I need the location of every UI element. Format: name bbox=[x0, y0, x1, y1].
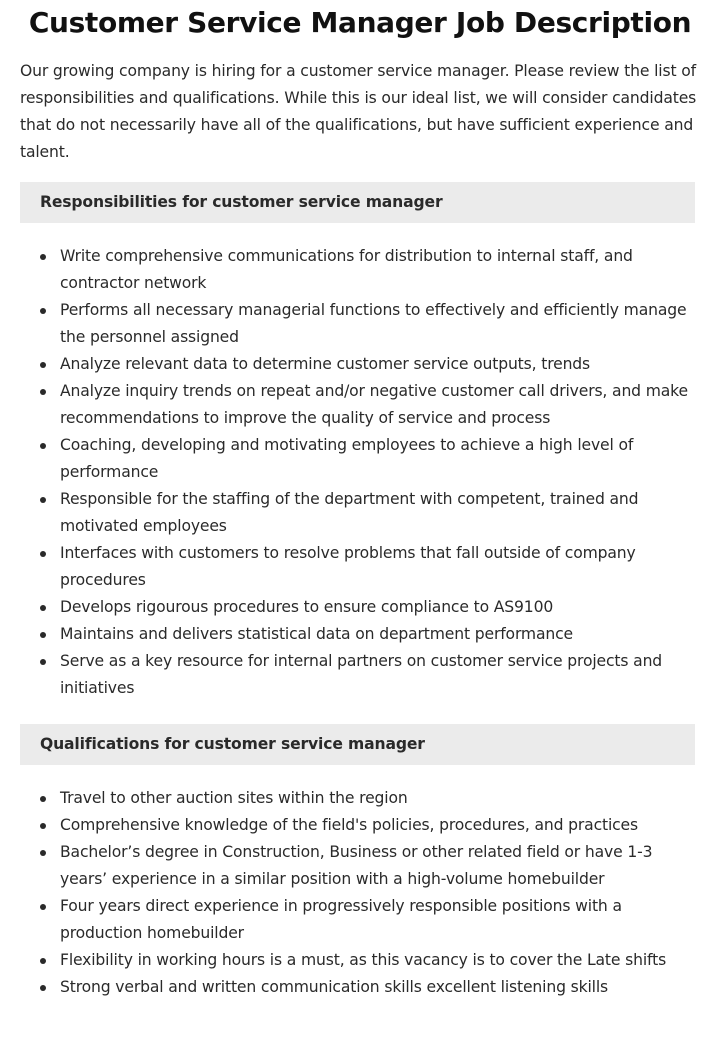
list-item-text: Performs all necessary managerial functions to effectively and efficiently manage the personnel assigned bbox=[60, 301, 687, 346]
list-item-text: Four years direct experience in progressively responsible positions with a production homebuilder bbox=[60, 897, 622, 942]
bullet-icon bbox=[40, 985, 46, 991]
list-item-text: Write comprehensive communications for distribution to internal staff, and contractor network bbox=[60, 247, 633, 292]
intro-paragraph: Our growing company is hiring for a customer service manager. Please review the list of responsibilities and qualifications. While this is our ideal list, we will consider candidates that do not necessarily have all of the qualifications, but have sufficient experience and talent. bbox=[20, 62, 697, 161]
list-item-text: Bachelor’s degree in Construction, Business or other related field or have 1-3 years’ experience in a similar position with a high-volume homebuilder bbox=[60, 843, 653, 888]
bullet-icon bbox=[40, 389, 46, 395]
list-item bbox=[60, 785, 698, 812]
list-item-text: Travel to other auction sites within the region bbox=[60, 789, 408, 807]
bullet-icon bbox=[40, 497, 46, 503]
list-item bbox=[60, 432, 698, 486]
bullet-icon bbox=[40, 254, 46, 260]
bullet-icon bbox=[40, 551, 46, 557]
list-item bbox=[60, 974, 698, 1001]
bullet-icon bbox=[40, 958, 46, 964]
list-item-text: Responsible for the staffing of the department with competent, trained and motivated employees bbox=[60, 490, 639, 535]
page-title: Customer Service Manager Job Description bbox=[28, 6, 692, 39]
list-item-text: Analyze inquiry trends on repeat and/or negative customer call drivers, and make recommendations to improve the quality of service and process bbox=[60, 382, 688, 427]
qualifications-list bbox=[0, 785, 720, 1001]
list-item-text: Comprehensive knowledge of the field's policies, procedures, and practices bbox=[60, 816, 638, 834]
list-item bbox=[60, 351, 698, 378]
qualifications-heading: Qualifications for customer service manager bbox=[20, 724, 695, 765]
responsibilities-heading: Responsibilities for customer service manager bbox=[20, 182, 695, 223]
list-item bbox=[60, 297, 698, 351]
bullet-icon bbox=[40, 443, 46, 449]
list-item bbox=[60, 621, 698, 648]
list-item bbox=[60, 839, 698, 893]
list-item bbox=[60, 648, 698, 702]
list-item bbox=[60, 893, 698, 947]
list-item-text: Coaching, developing and motivating employees to achieve a high level of performance bbox=[60, 436, 634, 481]
bullet-icon bbox=[40, 904, 46, 910]
list-item bbox=[60, 540, 698, 594]
bullet-icon bbox=[40, 632, 46, 638]
list-item-text: Strong verbal and written communication skills excellent listening skills bbox=[60, 978, 609, 996]
list-item-text: Flexibility in working hours is a must, as this vacancy is to cover the Late shifts bbox=[60, 951, 667, 969]
bullet-icon bbox=[40, 850, 46, 856]
list-item-text: Analyze relevant data to determine customer service outputs, trends bbox=[60, 355, 591, 373]
bullet-icon bbox=[40, 308, 46, 314]
bullet-icon bbox=[40, 362, 46, 368]
responsibilities-list bbox=[0, 243, 720, 702]
list-item-text: Maintains and delivers statistical data on department performance bbox=[60, 625, 573, 643]
list-item bbox=[60, 243, 698, 297]
list-item-text: Develops rigourous procedures to ensure compliance to AS9100 bbox=[60, 598, 554, 616]
bullet-icon bbox=[40, 796, 46, 802]
list-item bbox=[60, 486, 698, 540]
bullet-icon bbox=[40, 659, 46, 665]
list-item bbox=[60, 594, 698, 621]
list-item bbox=[60, 378, 698, 432]
list-item-text: Interfaces with customers to resolve problems that fall outside of company procedures bbox=[60, 544, 636, 589]
bullet-icon bbox=[40, 605, 46, 611]
list-item-text: Serve as a key resource for internal partners on customer service projects and initiatives bbox=[60, 652, 663, 697]
list-item bbox=[60, 812, 698, 839]
list-item bbox=[60, 947, 698, 974]
bullet-icon bbox=[40, 823, 46, 829]
